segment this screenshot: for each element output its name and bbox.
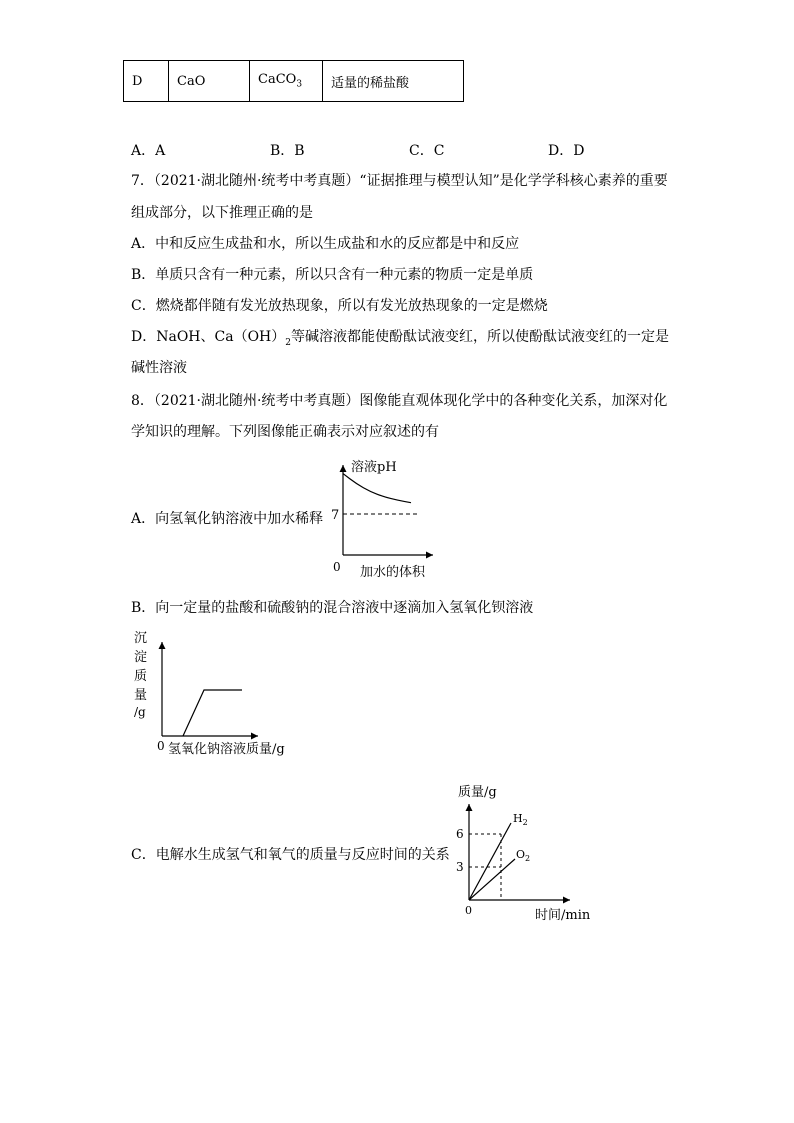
chart-c-legend-h2: $H_2$ [513,812,528,827]
q8-option-c: C．电解水生成氢气和氧气的质量与反应时间的关系 [131,847,450,863]
chart-c-series-o2 [469,859,515,900]
answer-b: B．B [270,143,305,159]
chart-a-origin: 0 [333,560,341,574]
chart-a-curve [343,474,411,503]
chart-c-legend-o2: $O_2$ [516,848,531,863]
chart-b [128,628,318,763]
chart-b-curve [183,690,242,736]
chart-b-origin: 0 [157,739,165,753]
q7-option-a: A．中和反应生成盐和水，所以生成盐和水的反应都是中和反应 [131,236,520,252]
chart-b-xlabel: 氢氧化钠溶液质量/g [168,742,285,757]
chart-a-xlabel: 加水的体积 [360,565,426,580]
chart-b-ylabel-4: 量 [134,688,148,703]
chart-b-ylabel-2: 淀 [134,650,148,665]
chart-a-ylabel: 溶液pH [351,460,397,475]
option-table [123,60,464,102]
chart-b-ylabel-1: 沉 [134,631,148,646]
chart-c-xlabel: 时间/min [535,908,591,923]
answer-c: C．C [409,143,445,159]
q8-stem-line1: 8．（2021·湖北随州·统考中考真题）图像能直观体现化学中的各种变化关系，加深对化 [131,393,668,409]
chart-a [325,455,445,585]
chart-b-ylabel-3: 质 [134,669,148,684]
table-cell-reagent: 适量的稀盐酸 [323,61,464,102]
q8-stem-line2: 学知识的理解。下列图像能正确表示对应叙述的有 [131,424,439,440]
answer-a: A．A [131,143,166,159]
table-cell-impurity: CaCO$_3$ [250,61,323,102]
chart-c-tick-6: 6 [456,827,464,841]
chart-c-series-h2 [469,823,511,900]
chart-a-tick-7: 7 [331,508,340,523]
chart-c [452,780,602,925]
q8-option-a: A．向氢氧化钠溶液中加水稀释 [131,511,324,527]
q7-stem-line2: 组成部分，以下推理正确的是 [131,205,313,221]
q7-option-b: B．单质只含有一种元素，所以只含有一种元素的物质一定是单质 [131,267,534,283]
chart-c-origin: 0 [465,904,472,917]
q7-option-d: D．NaOH、$Ca(OH)_2$等碱溶液都能使酚酞试液变红，所以使酚酞试液变红的一定是 [131,329,669,348]
chart-c-tick-3: 3 [456,860,464,874]
q8-option-b: B．向一定量的盐酸和硫酸钠的混合溶液中逐滴加入氢氧化钡溶液 [131,600,534,616]
answer-d: D．D [548,143,585,159]
chart-b-ylabel-5: /g [134,705,146,719]
table-cell-substance: CaO [169,61,250,102]
q7-option-c: C．燃烧都伴随有发光放热现象，所以有发光放热现象的一定是燃烧 [131,298,548,314]
table-row [124,61,464,102]
table-cell-label: D [124,61,169,102]
q7-stem-line1: 7．（2021·湖北随州·统考中考真题）“证据推理与模型认知”是化学学科核心素养的重要 [131,173,668,189]
chart-c-ylabel: 质量/g [458,785,497,800]
q7-option-d-line2: 碱性溶液 [131,360,187,376]
